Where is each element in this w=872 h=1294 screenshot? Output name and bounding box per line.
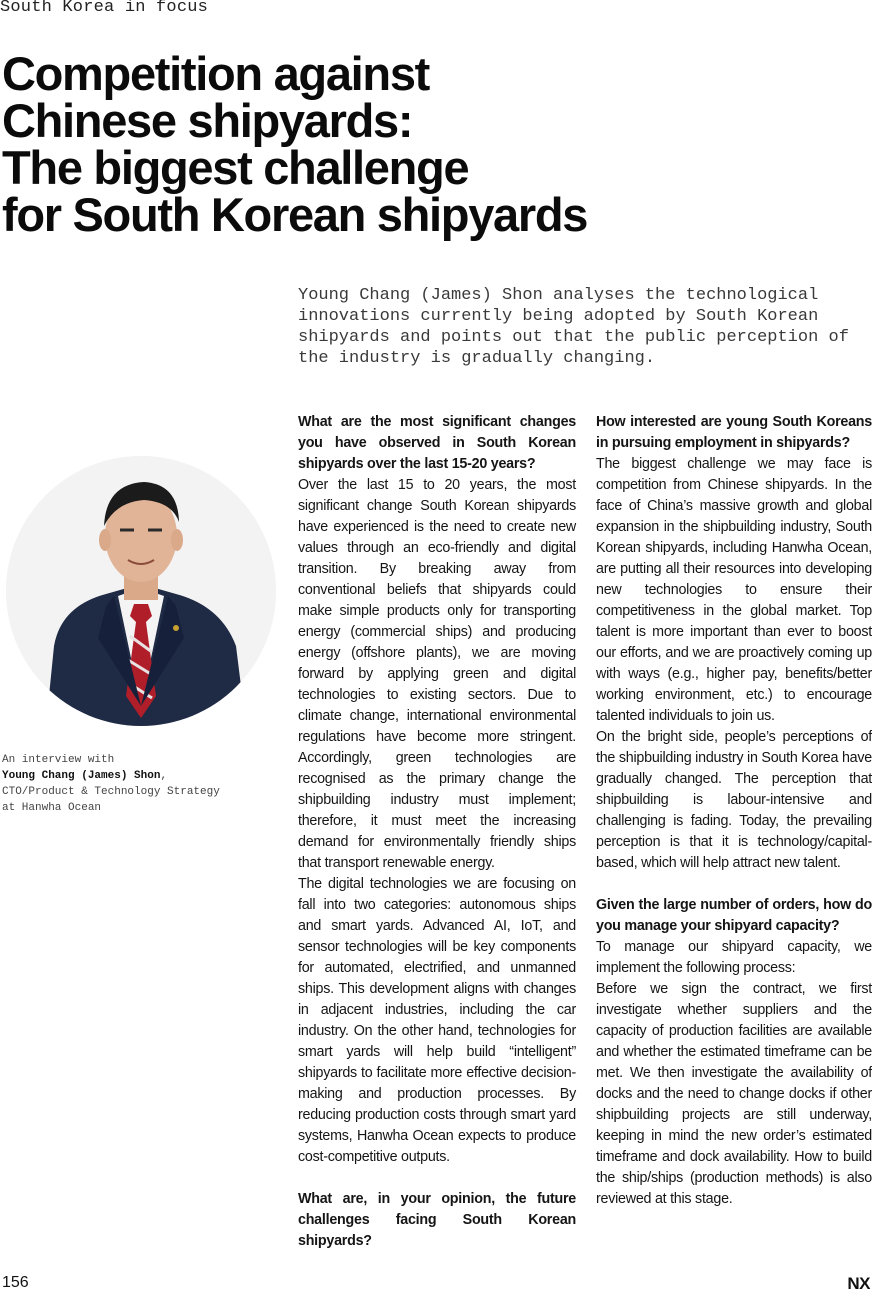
- section-label: South Korea in focus: [0, 0, 209, 17]
- answer-4-paragraph-2: Before we sign the contract, we first investigate whether suppliers and the capacity of production facilities are available and whether the estimated timeframe can be met. We then investigate the availability of docks and the need to change docks if other shipbuilding projects are still underway, keeping in mind the new order’s estimated timeframe and dock availability. How to build the ship/ships (production methods) is also reviewed at this stage.: [596, 981, 872, 1207]
- headline-line-3: The biggest challenge: [2, 141, 469, 194]
- headline-line-1: Competition against: [2, 47, 430, 100]
- answer-4-paragraph-1: To manage our shipyard capacity, we implement the following process:: [596, 939, 872, 976]
- headline-line-4: for South Korean shipyards: [2, 188, 588, 241]
- body-column-2: [596, 412, 872, 1210]
- question-1: What are the most significant changes you have observed in South Korean shipyards over the last 15-20 years?: [298, 414, 576, 472]
- caption-name-suffix: ,: [160, 770, 168, 782]
- answer-3-paragraph-2: On the bright side, people’s perceptions of the shipbuilding industry in South Korea have gradually changed. The perception that shipbuilding is labour-intensive and challenging is fading. Today, the prevailing perception is that it is technology/capital-based, which will help attract new talent.: [596, 729, 872, 871]
- headline: [2, 47, 862, 241]
- caption-name-line: [2, 768, 262, 784]
- question-2: What are, in your opinion, the future challenges facing South Korean shipyards?: [298, 1191, 576, 1249]
- question-3: How interested are young South Koreans in pursuing employment in shipyards?: [596, 414, 872, 451]
- body-column-1: [298, 412, 576, 1252]
- caption-role: CTO/Product & Technology Strategy: [2, 786, 220, 798]
- answer-1-paragraph-1: Over the last 15 to 20 years, the most significant change South Korean shipyards have experienced is the need to create new values through an eco-friendly and digital transition. By breaking away from conventional beliefs that shipyards could make simple products only for transporting energy (commercial ships) and producing energy (offshore plants), we are moving forward by applying green and digital technologies to existing sectors. Due to climate change, international environmental regulations have become more stringent. Accordingly, green technologies are recognised as the primary change the shipbuilding industry must implement; therefore, it must meet the increasing demand for environmentally friendly ships that transport renewable energy.: [298, 477, 576, 871]
- question-4: Given the large number of orders, how do you manage your shipyard capacity?: [596, 897, 872, 934]
- brand-logo: NX: [847, 1274, 870, 1293]
- answer-3-paragraph-1: The biggest challenge we may face is competition from Chinese shipyards. In the face of China’s massive growth and global expansion in the shipbuilding industry, South Korean shipyards, including Hanwha Ocean, are putting all their resources into developing new technologies to ensure their competitiveness in the global market. Top talent is more important than ever to boost our efforts, and we are proactively coming up with ways (e.g., higher pay, benefits/better working environment, etc.) to encourage talented individuals to join us.: [596, 456, 872, 724]
- headline-line-2: Chinese shipyards:: [2, 94, 413, 147]
- page-number: 156: [2, 1274, 29, 1291]
- paragraph-spacer: [298, 1168, 576, 1189]
- caption-intro: An interview with: [2, 754, 115, 766]
- paragraph-spacer: [596, 874, 872, 895]
- standfirst: Young Chang (James) Shon analyses the technological innovations currently being adopted by South Korean shipyards and points out that the public perception of the industry is gradually changing.: [298, 286, 849, 368]
- answer-1-paragraph-2: The digital technologies we are focusing on fall into two categories: autonomous ships and smart yards. Advanced AI, IoT, and sensor technologies will be key components for automated, electrified, and unmanned ships. This development aligns with changes in adjacent industries, including the car industry. On the other hand, technologies for smart yards will help build “intelligent” shipyards to facilitate more effective decision-making and production processes. By reducing production costs through smart yard systems, Hanwha Ocean expects to produce cost-competitive outputs.: [298, 876, 576, 1165]
- caption-company: at Hanwha Ocean: [2, 802, 102, 814]
- portrait-photo: [6, 456, 276, 726]
- caption-name: Young Chang (James) Shon: [2, 770, 161, 782]
- photo-caption: [2, 752, 262, 816]
- portrait-illustration: [6, 456, 276, 726]
